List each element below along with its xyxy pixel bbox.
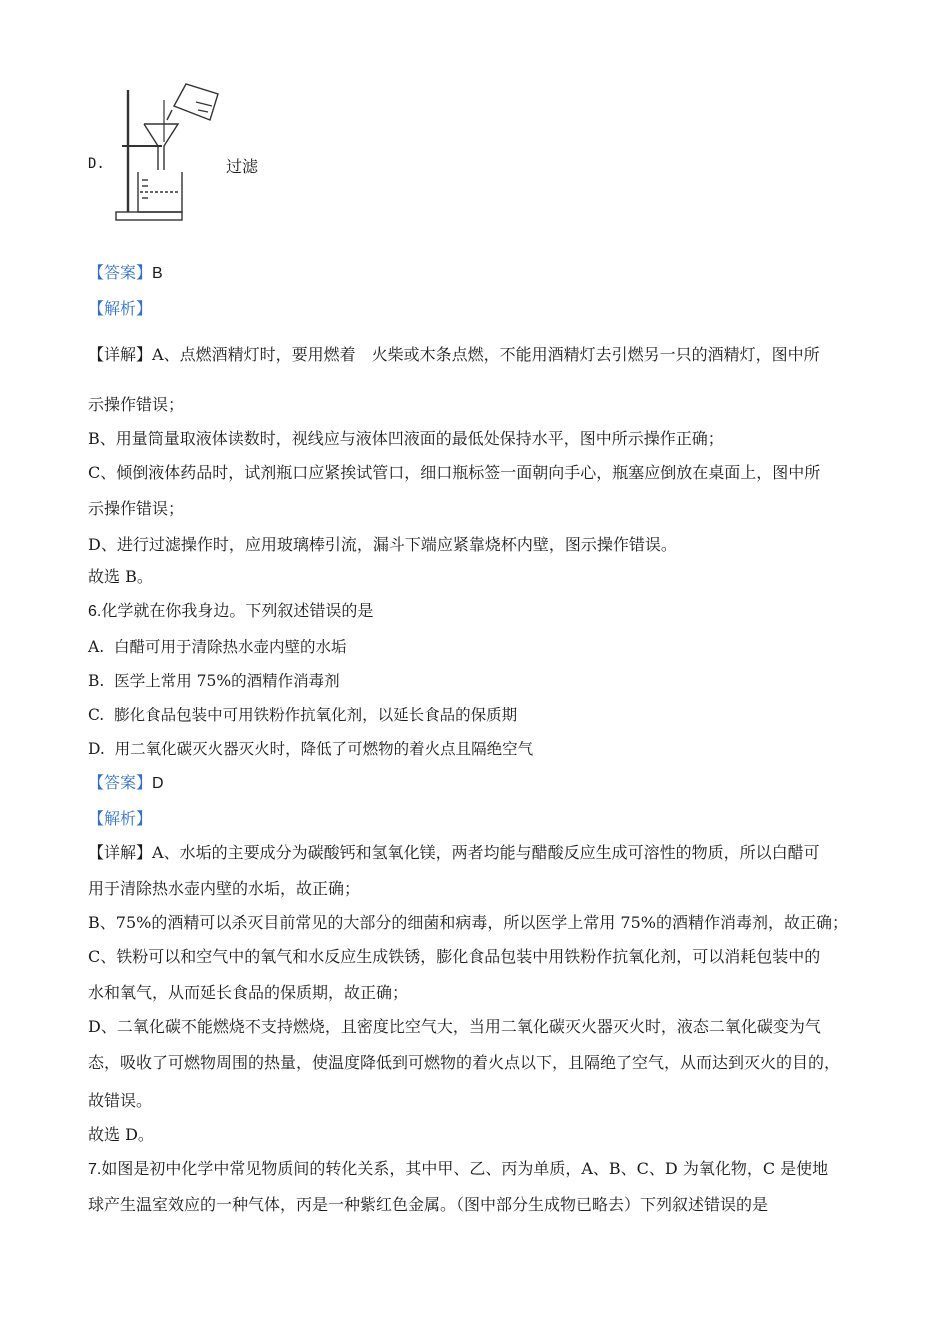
option-text: 医学上常用 75%的酒精作消毒剂 — [114, 672, 340, 690]
q5-detail-b: B、用量筒量取液体读数时，视线应与液体凹液面的最低处保持水平，图中所示操作正确； — [88, 429, 724, 448]
analysis-tag: 【解析】 — [88, 809, 153, 828]
q6-conclusion: 故选 D。 — [88, 1125, 154, 1144]
q5-detail-c-line1: C、倾倒液体药品时，试剂瓶口应紧挨试管口，细口瓶标签一面朝向手心，瓶塞应倒放在桌面上，图中所 — [88, 463, 821, 482]
q6-detail-c-line2: 水和氧气，从而延长食品的保质期，故正确； — [88, 983, 409, 1002]
q5-answer — [88, 262, 163, 285]
question-number: 6. — [88, 603, 102, 620]
question-stem: 化学就在你我身边。下列叙述错误的是 — [101, 601, 374, 620]
option-letter: B. — [88, 672, 105, 690]
answer-tag: 【答案】 — [88, 773, 153, 792]
option-text: 白醋可用于清除热水壶内壁的水垢 — [113, 638, 347, 656]
q6-option-d — [88, 738, 533, 760]
detail-a-text: A、水垢的主要成分为碳酸钙和氢氧化镁，两者均能与醋酸反应生成可溶性的物质，所以白醋可 — [152, 843, 820, 862]
q6-detail-d-line3: 故错误。 — [88, 1091, 153, 1110]
question-stem: 如图是初中化学中常见物质间的转化关系，其中甲、乙、丙为单质，A、B、C、D 为氧化物，C 是使地 — [101, 1159, 829, 1178]
q5-detail-d: D、进行过滤操作时，应用玻璃棒引流，漏斗下端应紧靠烧杯内壁，图示操作错误。 — [88, 535, 677, 554]
q6-detail-d-line2: 态，吸收了可燃物周围的热量，使温度降低到可燃物的着火点以下，且隔绝了空气，从而达到灭火的目的， — [88, 1053, 841, 1072]
q6-option-b — [88, 670, 340, 692]
q6-stem — [88, 600, 373, 623]
q6-detail-d-line1: D、二氧化碳不能燃烧不支持燃烧，且密度比空气大，当用二氧化碳灭火器灭火时，液态二氧化碳变为气 — [88, 1017, 821, 1036]
q6-detail-c-line1: C、铁粉可以和空气中的氧气和水反应生成铁锈，膨化食品包装中用铁粉作抗氧化剂，可以消耗包装中的 — [88, 947, 821, 966]
q7-stem-line2: 球产生温室效应的一种气体，丙是一种紫红色金属。（图中部分生成物已略去）下列叙述错误的是 — [88, 1195, 769, 1214]
q7-stem-line1 — [88, 1158, 828, 1181]
option-letter: A. — [88, 638, 105, 656]
option-letter: D. — [88, 740, 105, 758]
q6-answer — [88, 772, 164, 795]
q6-detail-a-line2: 用于清除热水壶内壁的水垢，故正确； — [88, 879, 361, 898]
analysis-tag: 【解析】 — [88, 299, 153, 318]
option-letter: C. — [88, 706, 105, 724]
q6-detail-a-line1 — [88, 842, 820, 864]
filtration-apparatus-figure — [112, 80, 224, 226]
answer-tag: 【答案】 — [88, 263, 153, 282]
q5-conclusion: 故选 B。 — [88, 567, 153, 586]
q6-option-a — [88, 636, 347, 658]
detail-tag: 【详解】 — [88, 345, 153, 364]
q5-detail-a-line2: 示操作错误； — [88, 395, 185, 414]
q6-analysis-heading — [88, 808, 152, 830]
q5-detail-c-line2: 示操作错误； — [88, 499, 185, 518]
answer-value: B — [152, 265, 163, 282]
answer-value: D — [152, 775, 164, 792]
figure-label: 过滤 — [226, 157, 259, 176]
q5-detail-a-line1 — [88, 344, 820, 366]
q6-detail-b: B、75%的酒精可以杀灭目前常见的大部分的细菌和病毒，所以医学上常用 75%的酒精作消毒剂，故正确； — [88, 913, 848, 932]
option-text: 膨化食品包装中可用铁粉作抗氧化剂，以延长食品的保质期 — [114, 706, 518, 724]
q6-option-c — [88, 704, 517, 726]
detail-a-text: A、点燃酒精灯时，要用燃着 火柴或木条点燃，不能用酒精灯去引燃另一只的酒精灯，图中所 — [152, 345, 820, 364]
stand-base — [116, 212, 182, 220]
option-text: 用二氧化碳灭火器灭火时，降低了可燃物的着火点且隔绝空气 — [114, 740, 534, 758]
question-number: 7. — [88, 1161, 102, 1178]
option-d-letter: D. — [88, 156, 105, 172]
detail-tag: 【详解】 — [88, 843, 153, 862]
q5-analysis-heading — [88, 298, 152, 320]
